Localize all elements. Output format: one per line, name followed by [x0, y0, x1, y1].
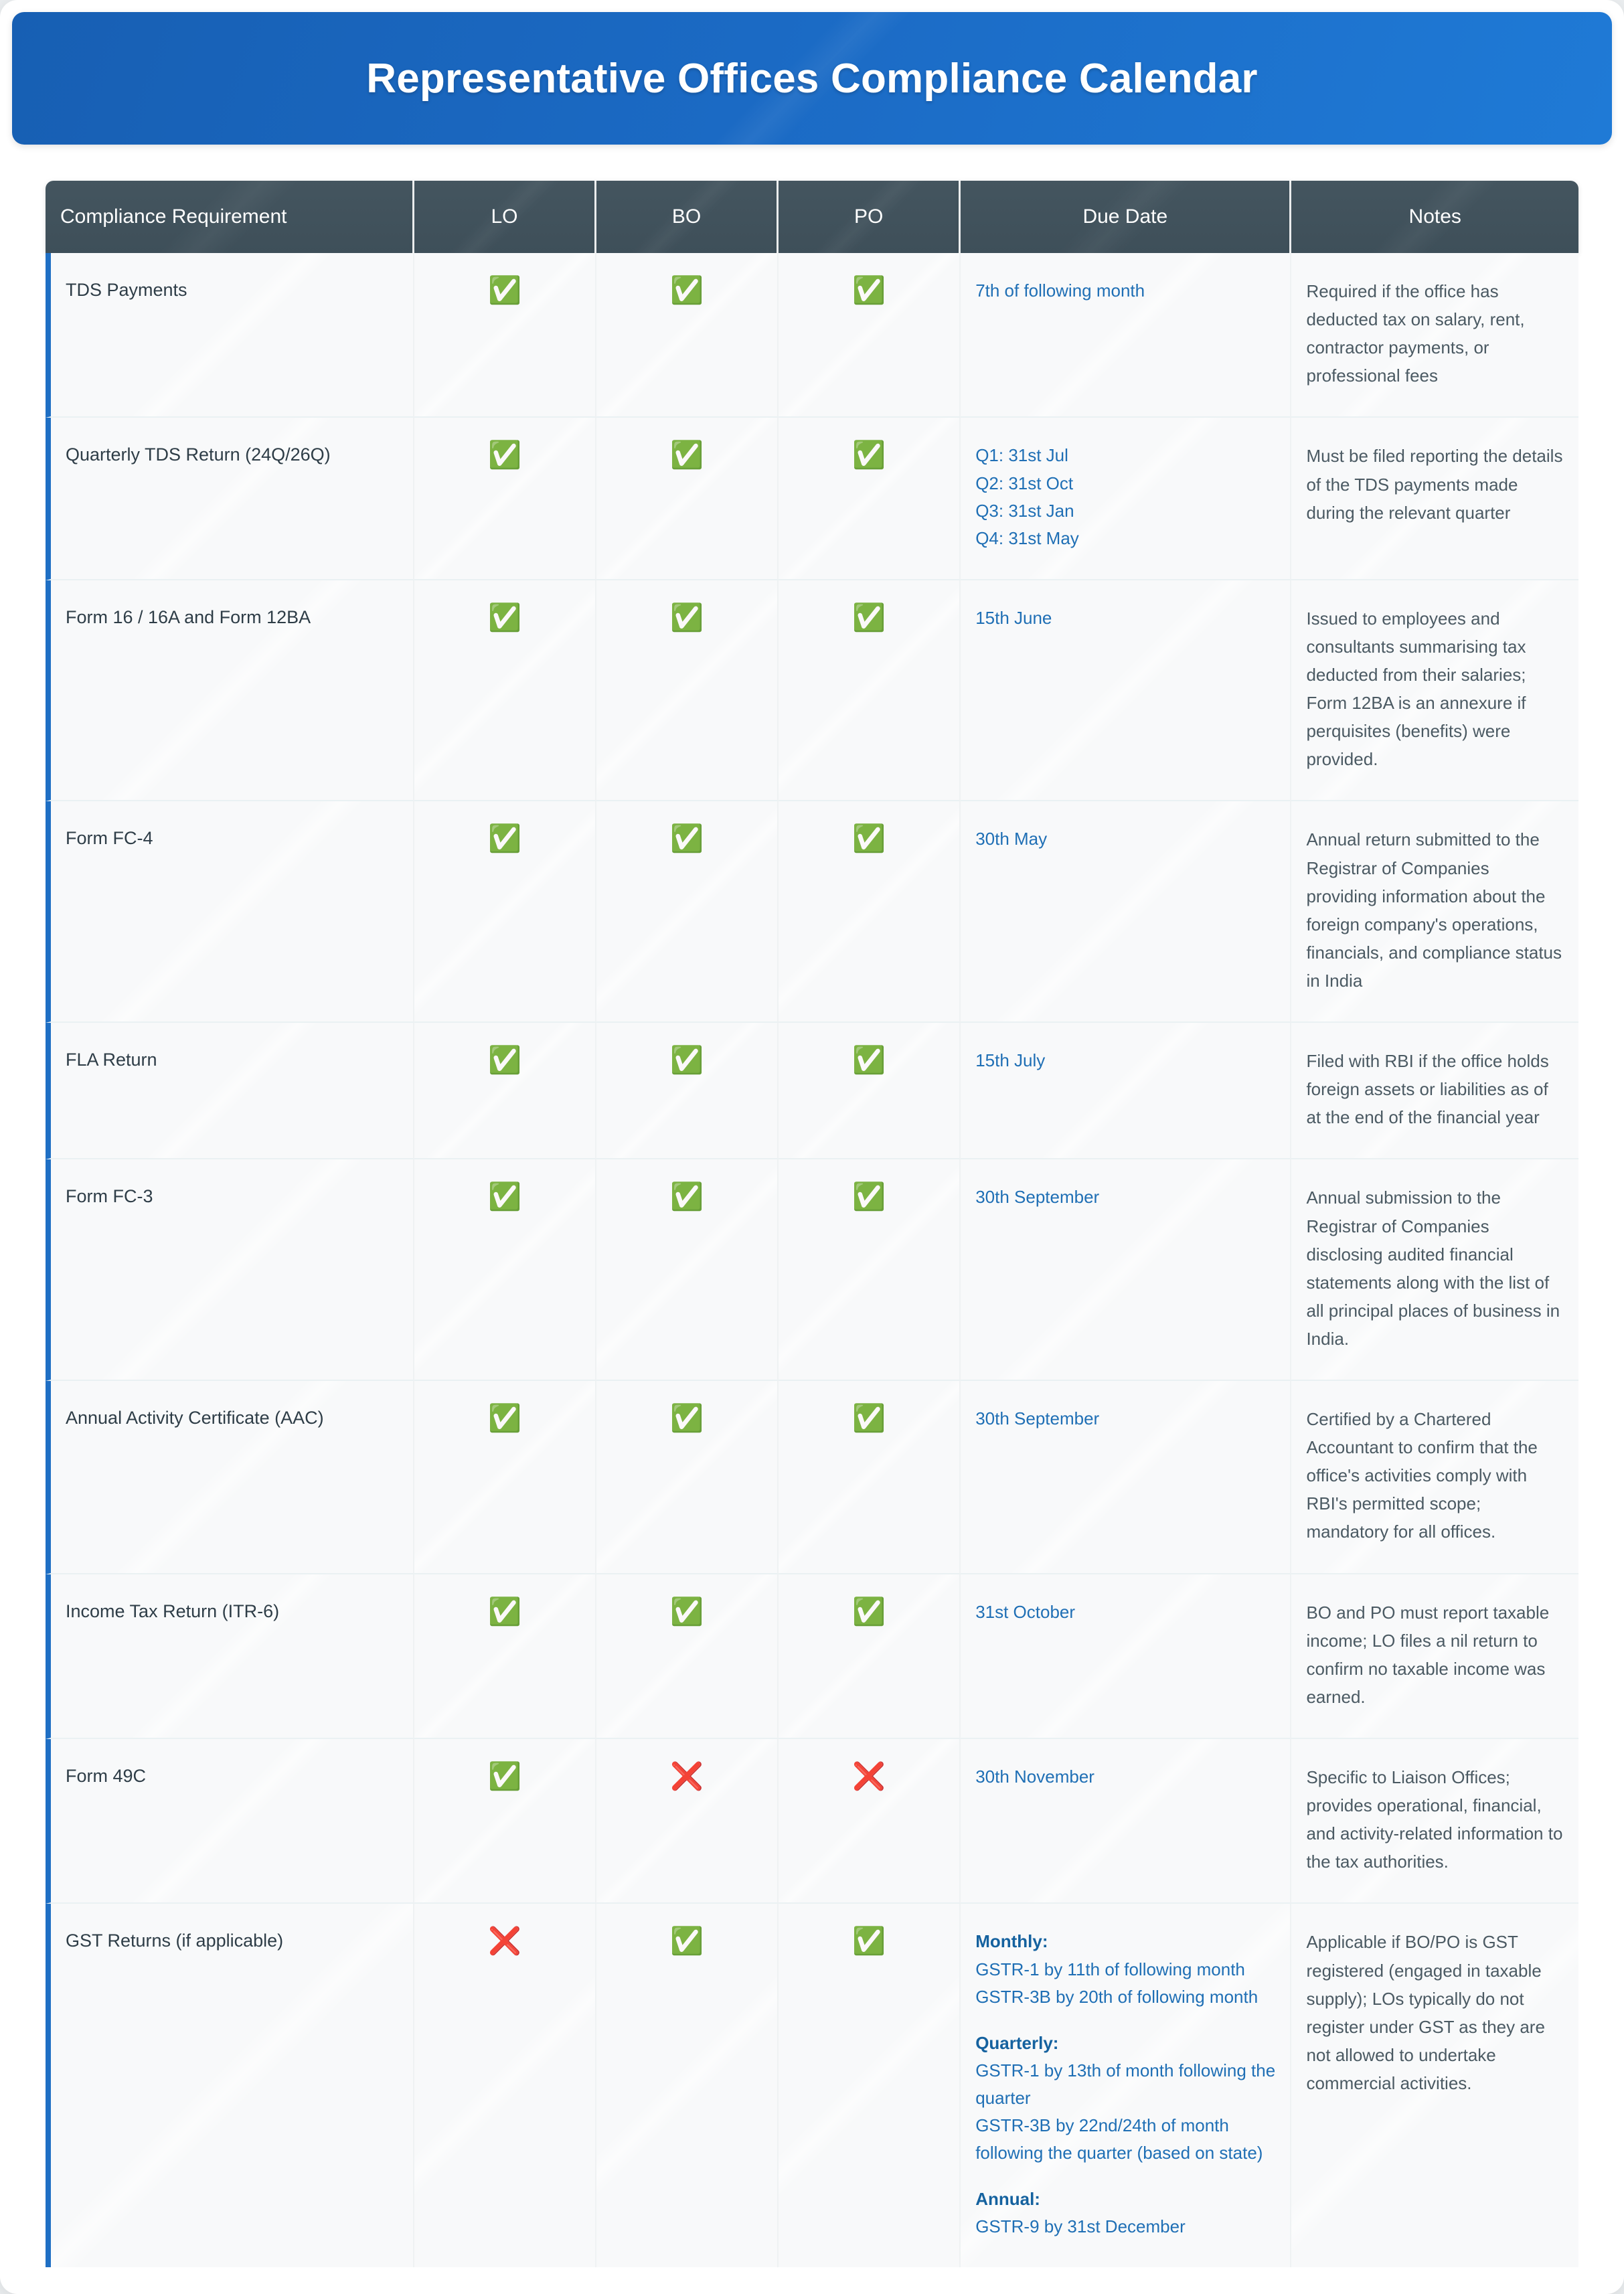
- cell-notes: Certified by a Chartered Accountant to confirm that the office's activities comply with RBI's permitted scope; mandatory for all offices.: [1291, 1381, 1578, 1574]
- due-date-spacer: [975, 2167, 1275, 2186]
- due-date-line: GSTR-3B by 20th of following month: [975, 1986, 1258, 2007]
- cell-due-date: [961, 1739, 1291, 1904]
- cell-lo-applicability: [414, 1381, 596, 1574]
- cell-notes: Must be filed reporting the details of the TDS payments made during the relevant quarter: [1291, 418, 1578, 580]
- compliance-table: [46, 181, 1578, 2267]
- due-date-line: 31st October: [975, 1601, 1076, 1622]
- check-mark-icon: ✅: [670, 602, 704, 633]
- cell-bo-applicability: [596, 1381, 779, 1574]
- cell-notes: Filed with RBI if the office holds foreign assets or liabilities as of at the end of the financial year: [1291, 1023, 1578, 1159]
- column-header-lo: LO: [414, 181, 596, 253]
- cell-lo-applicability: [414, 418, 596, 580]
- check-mark-icon: ✅: [670, 1181, 704, 1213]
- compliance-table-container: [46, 181, 1578, 2267]
- due-date-line: Q2: 31st Oct: [975, 473, 1074, 493]
- due-date-line: GSTR-1 by 11th of following month: [975, 1959, 1245, 1979]
- cell-due-date: [961, 253, 1291, 418]
- cell-notes: Specific to Liaison Offices; provides operational, financial, and activity-related information to the tax authorities.: [1291, 1739, 1578, 1904]
- due-date-line: GSTR-1 by 13th of month following the quarter: [975, 2060, 1276, 2108]
- cell-notes: Required if the office has deducted tax on salary, rent, contractor payments, or professional fees: [1291, 253, 1578, 418]
- cell-po-applicability: [779, 1381, 961, 1574]
- due-date-line: Q1: 31st Jul: [975, 445, 1068, 466]
- cell-due-date: [961, 1904, 1291, 2267]
- check-mark-icon: ✅: [852, 602, 886, 633]
- due-date-line: 30th November: [975, 1767, 1094, 1787]
- cell-compliance-requirement: TDS Payments: [46, 253, 414, 418]
- cross-mark-icon: ❌: [488, 1926, 521, 1957]
- check-mark-icon: ✅: [488, 602, 521, 633]
- cell-compliance-requirement: Form FC-3: [46, 1159, 414, 1381]
- cell-bo-applicability: [596, 253, 779, 418]
- check-mark-icon: ✅: [852, 1926, 886, 1957]
- cell-due-date: [961, 418, 1291, 580]
- cell-po-applicability: [779, 580, 961, 802]
- due-date-line: Q3: 31st Jan: [975, 500, 1074, 521]
- cell-compliance-requirement: FLA Return: [46, 1023, 414, 1159]
- check-mark-icon: ✅: [852, 440, 886, 471]
- cell-compliance-requirement: Annual Activity Certificate (AAC): [46, 1381, 414, 1574]
- table-row: [46, 1381, 1578, 1574]
- cell-lo-applicability: [414, 801, 596, 1023]
- cell-due-date: [961, 801, 1291, 1023]
- due-date-line: GSTR-3B by 22nd/24th of month following the quarter (based on state): [975, 2115, 1263, 2163]
- cell-lo-applicability: [414, 1159, 596, 1381]
- table-row: [46, 1904, 1578, 2267]
- check-mark-icon: ✅: [852, 823, 886, 855]
- due-date-line: 15th July: [975, 1050, 1046, 1071]
- check-mark-icon: ✅: [488, 1403, 521, 1435]
- due-date-group-label: Monthly:: [975, 1931, 1048, 1952]
- cell-po-applicability: [779, 1904, 961, 2267]
- cell-bo-applicability: [596, 801, 779, 1023]
- due-date-line: Q4: 31st May: [975, 527, 1079, 548]
- cross-mark-icon: ❌: [852, 1761, 886, 1793]
- cell-compliance-requirement: Quarterly TDS Return (24Q/26Q): [46, 418, 414, 580]
- check-mark-icon: ✅: [852, 1596, 886, 1627]
- table-row: [46, 418, 1578, 580]
- check-mark-icon: ✅: [488, 1045, 521, 1076]
- column-header-due-date: Due Date: [961, 181, 1291, 253]
- due-date-line: 30th September: [975, 1187, 1100, 1208]
- cell-notes: BO and PO must report taxable income; LO files a nil return to confirm no taxable income was earned.: [1291, 1574, 1578, 1739]
- cell-bo-applicability: [596, 580, 779, 802]
- table-row: [46, 1739, 1578, 1904]
- cell-notes: Applicable if BO/PO is GST registered (engaged in taxable supply); LOs typically do not register under GST as they are not allowed to undertake commercial activities.: [1291, 1904, 1578, 2267]
- cell-lo-applicability: [414, 1904, 596, 2267]
- cell-lo-applicability: [414, 1574, 596, 1739]
- page-title-banner: [12, 12, 1612, 145]
- cell-po-applicability: [779, 801, 961, 1023]
- cell-po-applicability: [779, 1739, 961, 1904]
- table-header: [46, 181, 1578, 253]
- due-date-line: 15th June: [975, 607, 1052, 628]
- due-date-line: GSTR-9 by 31st December: [975, 2216, 1186, 2237]
- cell-due-date: [961, 1159, 1291, 1381]
- check-mark-icon: ✅: [852, 1045, 886, 1076]
- check-mark-icon: ✅: [488, 1181, 521, 1213]
- cell-lo-applicability: [414, 253, 596, 418]
- check-mark-icon: ✅: [488, 440, 521, 471]
- due-date-spacer: [975, 2011, 1275, 2030]
- cell-notes: Annual return submitted to the Registrar of Companies providing information about the foreign company's operations, financials, and compliance status in India: [1291, 801, 1578, 1023]
- check-mark-icon: ✅: [670, 1926, 704, 1957]
- table-row: [46, 1574, 1578, 1739]
- cell-due-date: [961, 1023, 1291, 1159]
- due-date-line: 30th May: [975, 829, 1048, 849]
- cell-notes: Issued to employees and consultants summarising tax deducted from their salaries; Form 12BA is an annexure if perquisites (benefits) were provided.: [1291, 580, 1578, 802]
- cell-compliance-requirement: Form FC-4: [46, 801, 414, 1023]
- cell-po-applicability: [779, 1159, 961, 1381]
- check-mark-icon: ✅: [670, 275, 704, 306]
- check-mark-icon: ✅: [670, 1596, 704, 1627]
- check-mark-icon: ✅: [488, 275, 521, 306]
- check-mark-icon: ✅: [670, 823, 704, 855]
- cell-po-applicability: [779, 1574, 961, 1739]
- check-mark-icon: ✅: [852, 1181, 886, 1213]
- table-header-row: [46, 181, 1578, 253]
- check-mark-icon: ✅: [852, 1403, 886, 1435]
- cell-compliance-requirement: GST Returns (if applicable): [46, 1904, 414, 2267]
- column-header-notes: Notes: [1291, 181, 1578, 253]
- cell-po-applicability: [779, 1023, 961, 1159]
- check-mark-icon: ✅: [670, 1403, 704, 1435]
- table-row: [46, 253, 1578, 418]
- cell-compliance-requirement: Form 16 / 16A and Form 12BA: [46, 580, 414, 802]
- due-date-line: 30th September: [975, 1408, 1100, 1429]
- column-header-compliance-requirement: Compliance Requirement: [46, 181, 414, 253]
- cell-po-applicability: [779, 253, 961, 418]
- cell-due-date: [961, 1381, 1291, 1574]
- due-date-group-label: Quarterly:: [975, 2032, 1059, 2053]
- check-mark-icon: ✅: [852, 275, 886, 306]
- check-mark-icon: ✅: [488, 1761, 521, 1793]
- table-row: [46, 1159, 1578, 1381]
- cross-mark-icon: ❌: [670, 1761, 704, 1793]
- cell-due-date: [961, 1574, 1291, 1739]
- due-date-line: 7th of following month: [975, 280, 1145, 301]
- check-mark-icon: ✅: [488, 1596, 521, 1627]
- cell-lo-applicability: [414, 1739, 596, 1904]
- cell-due-date: [961, 580, 1291, 802]
- cell-compliance-requirement: Form 49C: [46, 1739, 414, 1904]
- cell-bo-applicability: [596, 1904, 779, 2267]
- table-body: [46, 253, 1578, 2267]
- table-row: [46, 580, 1578, 802]
- due-date-group-label: Annual:: [975, 2189, 1040, 2210]
- cell-bo-applicability: [596, 418, 779, 580]
- cell-lo-applicability: [414, 580, 596, 802]
- cell-bo-applicability: [596, 1023, 779, 1159]
- check-mark-icon: ✅: [670, 1045, 704, 1076]
- cell-compliance-requirement: Income Tax Return (ITR-6): [46, 1574, 414, 1739]
- check-mark-icon: ✅: [670, 440, 704, 471]
- page-title: Representative Offices Compliance Calendar: [366, 55, 1258, 102]
- cell-bo-applicability: [596, 1159, 779, 1381]
- column-header-bo: BO: [596, 181, 779, 253]
- table-row: [46, 801, 1578, 1023]
- cell-bo-applicability: [596, 1739, 779, 1904]
- cell-notes: Annual submission to the Registrar of Companies disclosing audited financial statements along with the list of all principal places of business in India.: [1291, 1159, 1578, 1381]
- column-header-po: PO: [779, 181, 961, 253]
- check-mark-icon: ✅: [488, 823, 521, 855]
- table-row: [46, 1023, 1578, 1159]
- cell-lo-applicability: [414, 1023, 596, 1159]
- cell-bo-applicability: [596, 1574, 779, 1739]
- cell-po-applicability: [779, 418, 961, 580]
